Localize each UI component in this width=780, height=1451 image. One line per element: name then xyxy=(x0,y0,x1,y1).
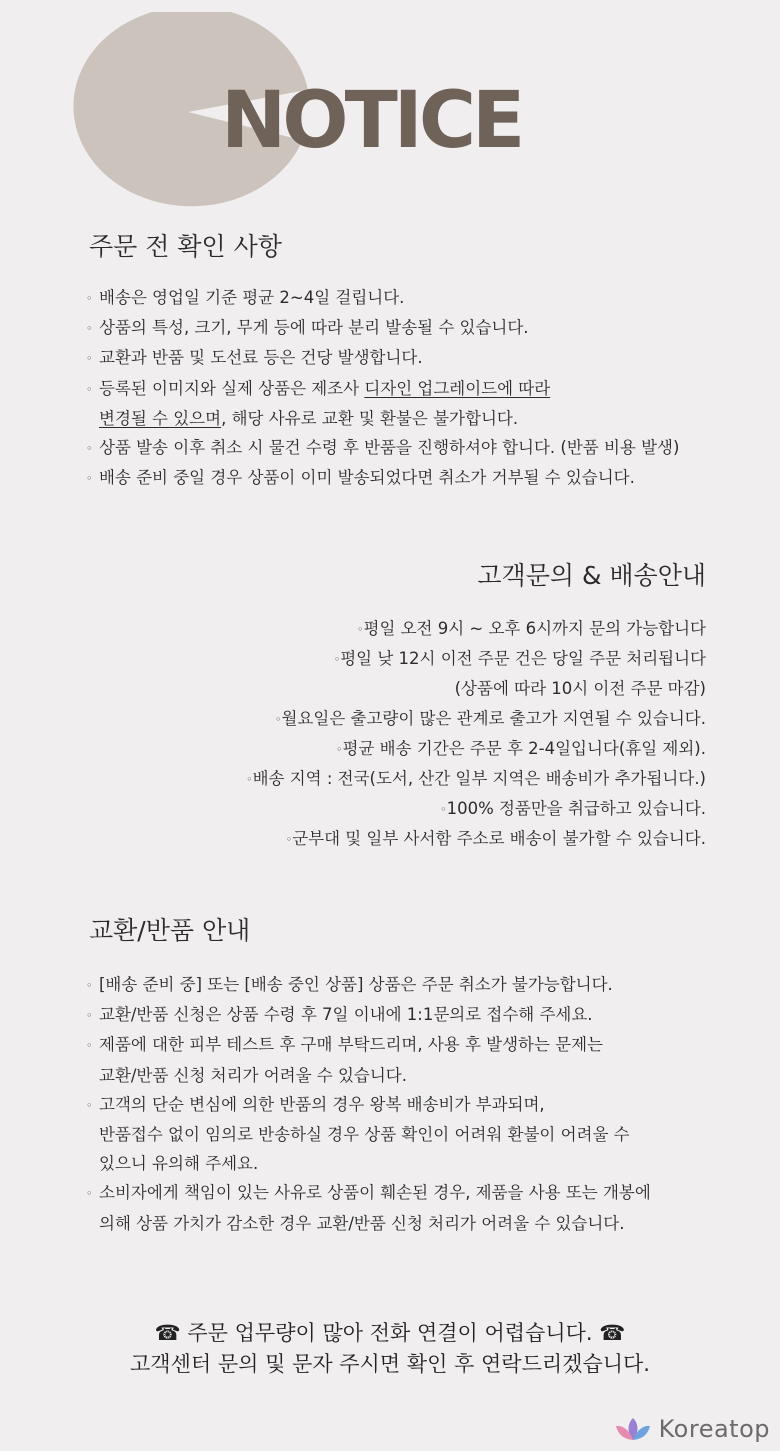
bullet-icon: ◦ xyxy=(86,292,93,305)
brand-name: Koreatop xyxy=(658,1415,770,1443)
bullet-icon: ◦ xyxy=(86,472,93,486)
brand-logo xyxy=(613,1415,770,1443)
bullet-icon: ◦ xyxy=(86,979,93,992)
list-item: ◦ 배송 준비 중일 경우 상품이 이미 발송되었다면 취소가 거부될 수 있습니다. xyxy=(86,463,679,493)
list-item: ◦ 상품 발송 이후 취소 시 물건 수령 후 반품을 진행하셔야 합니다. (반품 비용 발생) xyxy=(86,433,679,463)
list-item: ◦평일 낮 12시 이전 주문 건은 당일 주문 처리됩니다 xyxy=(240,644,706,674)
customer-shipping-list xyxy=(240,614,706,855)
bullet-icon: ◦ xyxy=(86,1039,93,1053)
lotus-icon xyxy=(613,1415,653,1443)
bullet-icon: ◦ xyxy=(86,352,93,366)
section-title-customer-shipping: 고객문의 & 배송안내 xyxy=(477,561,706,590)
bullet-icon: ◦ xyxy=(336,742,343,756)
list-item: ◦ 배송은 영업일 기준 평균 2~4일 걸립니다. xyxy=(86,283,679,313)
list-item: ◦평균 배송 기간은 주문 후 2-4일입니다(휴일 제외). xyxy=(240,734,706,764)
bullet-icon: ◦ xyxy=(357,623,364,636)
list-item: ◦군부대 및 일부 사서함 주소로 배송이 불가할 수 있습니다. xyxy=(240,824,706,854)
list-item: ◦ [배송 준비 중] 또는 [배송 중인 상품] 상품은 주문 취소가 불가능합니다. xyxy=(86,970,651,1000)
list-item: ◦ 제품에 대한 피부 테스트 후 구매 부탁드리며, 사용 후 발생하는 문제는 교환/반품 신청 처리가 어려울 수 있습니다. xyxy=(86,1030,651,1089)
bullet-icon: ◦ xyxy=(285,833,293,847)
list-item: ◦월요일은 출고량이 많은 관계로 출고가 지연될 수 있습니다. xyxy=(240,704,706,734)
footer-line-phone: ☎ 주문 업무량이 많아 전화 연결이 어렵습니다. ☎ xyxy=(154,1321,626,1345)
notice-title: NOTICE xyxy=(221,76,522,166)
bullet-icon: ◦ xyxy=(440,803,447,817)
bullet-icon: ◦ xyxy=(86,1098,93,1112)
list-item: ◦100% 정품만을 취급하고 있습니다. xyxy=(240,794,706,824)
bullet-icon: ◦ xyxy=(86,1187,93,1201)
bullet-icon: ◦ xyxy=(86,442,93,456)
list-item: ◦ 고객의 단순 변심에 의한 반품의 경우 왕복 배송비가 부과되며, 반품접수 없이 임의로 반송하실 경우 상품 확인이 어려워 환불이 어려울 수 있으니 유의해 주세요. xyxy=(86,1090,651,1179)
bullet-icon: ◦ xyxy=(246,773,253,787)
list-item: ◦평일 오전 9시 ~ 오후 6시까지 문의 가능합니다 xyxy=(240,614,706,644)
bullet-icon: ◦ xyxy=(86,322,93,336)
exchange-return-list xyxy=(86,970,651,1238)
list-item: ◦배송 지역 : 전국(도서, 산간 일부 지역은 배송비가 추가됩니다.) xyxy=(240,764,706,794)
notice-header xyxy=(0,0,780,230)
bullet-icon: ◦ xyxy=(86,382,93,396)
footer-notice xyxy=(0,1318,780,1380)
list-item: ◦ 상품의 특성, 크기, 무게 등에 따라 분리 발송될 수 있습니다. xyxy=(86,313,679,343)
order-check-list xyxy=(86,283,679,493)
section-title-order-check: 주문 전 확인 사항 xyxy=(89,232,282,261)
underlined-text: 디자인 업그레이드에 따라 xyxy=(364,378,551,398)
bullet-icon: ◦ xyxy=(275,712,282,726)
list-item: ◦ 소비자에게 책임이 있는 사유로 상품이 훼손된 경우, 제품을 사용 또는 개봉에 의해 상품 가치가 감소한 경우 교환/반품 신청 처리가 어려울 수 있습니다. xyxy=(86,1178,651,1237)
section-title-exchange-return: 교환/반품 안내 xyxy=(89,916,251,945)
list-item: ◦ 등록된 이미지와 실제 상품은 제조사 디자인 업그레이드에 따라 변경될 수 있으며, 해당 사유로 교환 및 환불은 불가합니다. xyxy=(86,374,679,433)
list-item: ◦ 교환/반품 신청은 상품 수령 후 7일 이내에 1:1문의로 접수해 주세요. xyxy=(86,1000,651,1030)
underlined-text: 변경될 수 있으며 xyxy=(99,408,222,428)
bullet-icon: ◦ xyxy=(333,653,341,667)
list-item-note: (상품에 따라 10시 이전 주문 마감) xyxy=(454,679,706,699)
bullet-icon: ◦ xyxy=(86,1009,93,1023)
list-item: ◦ 교환과 반품 및 도선료 등은 건당 발생합니다. xyxy=(86,343,679,373)
footer-line-contact: 고객센터 문의 및 문자 주시면 확인 후 연락드리겠습니다. xyxy=(130,1352,650,1376)
